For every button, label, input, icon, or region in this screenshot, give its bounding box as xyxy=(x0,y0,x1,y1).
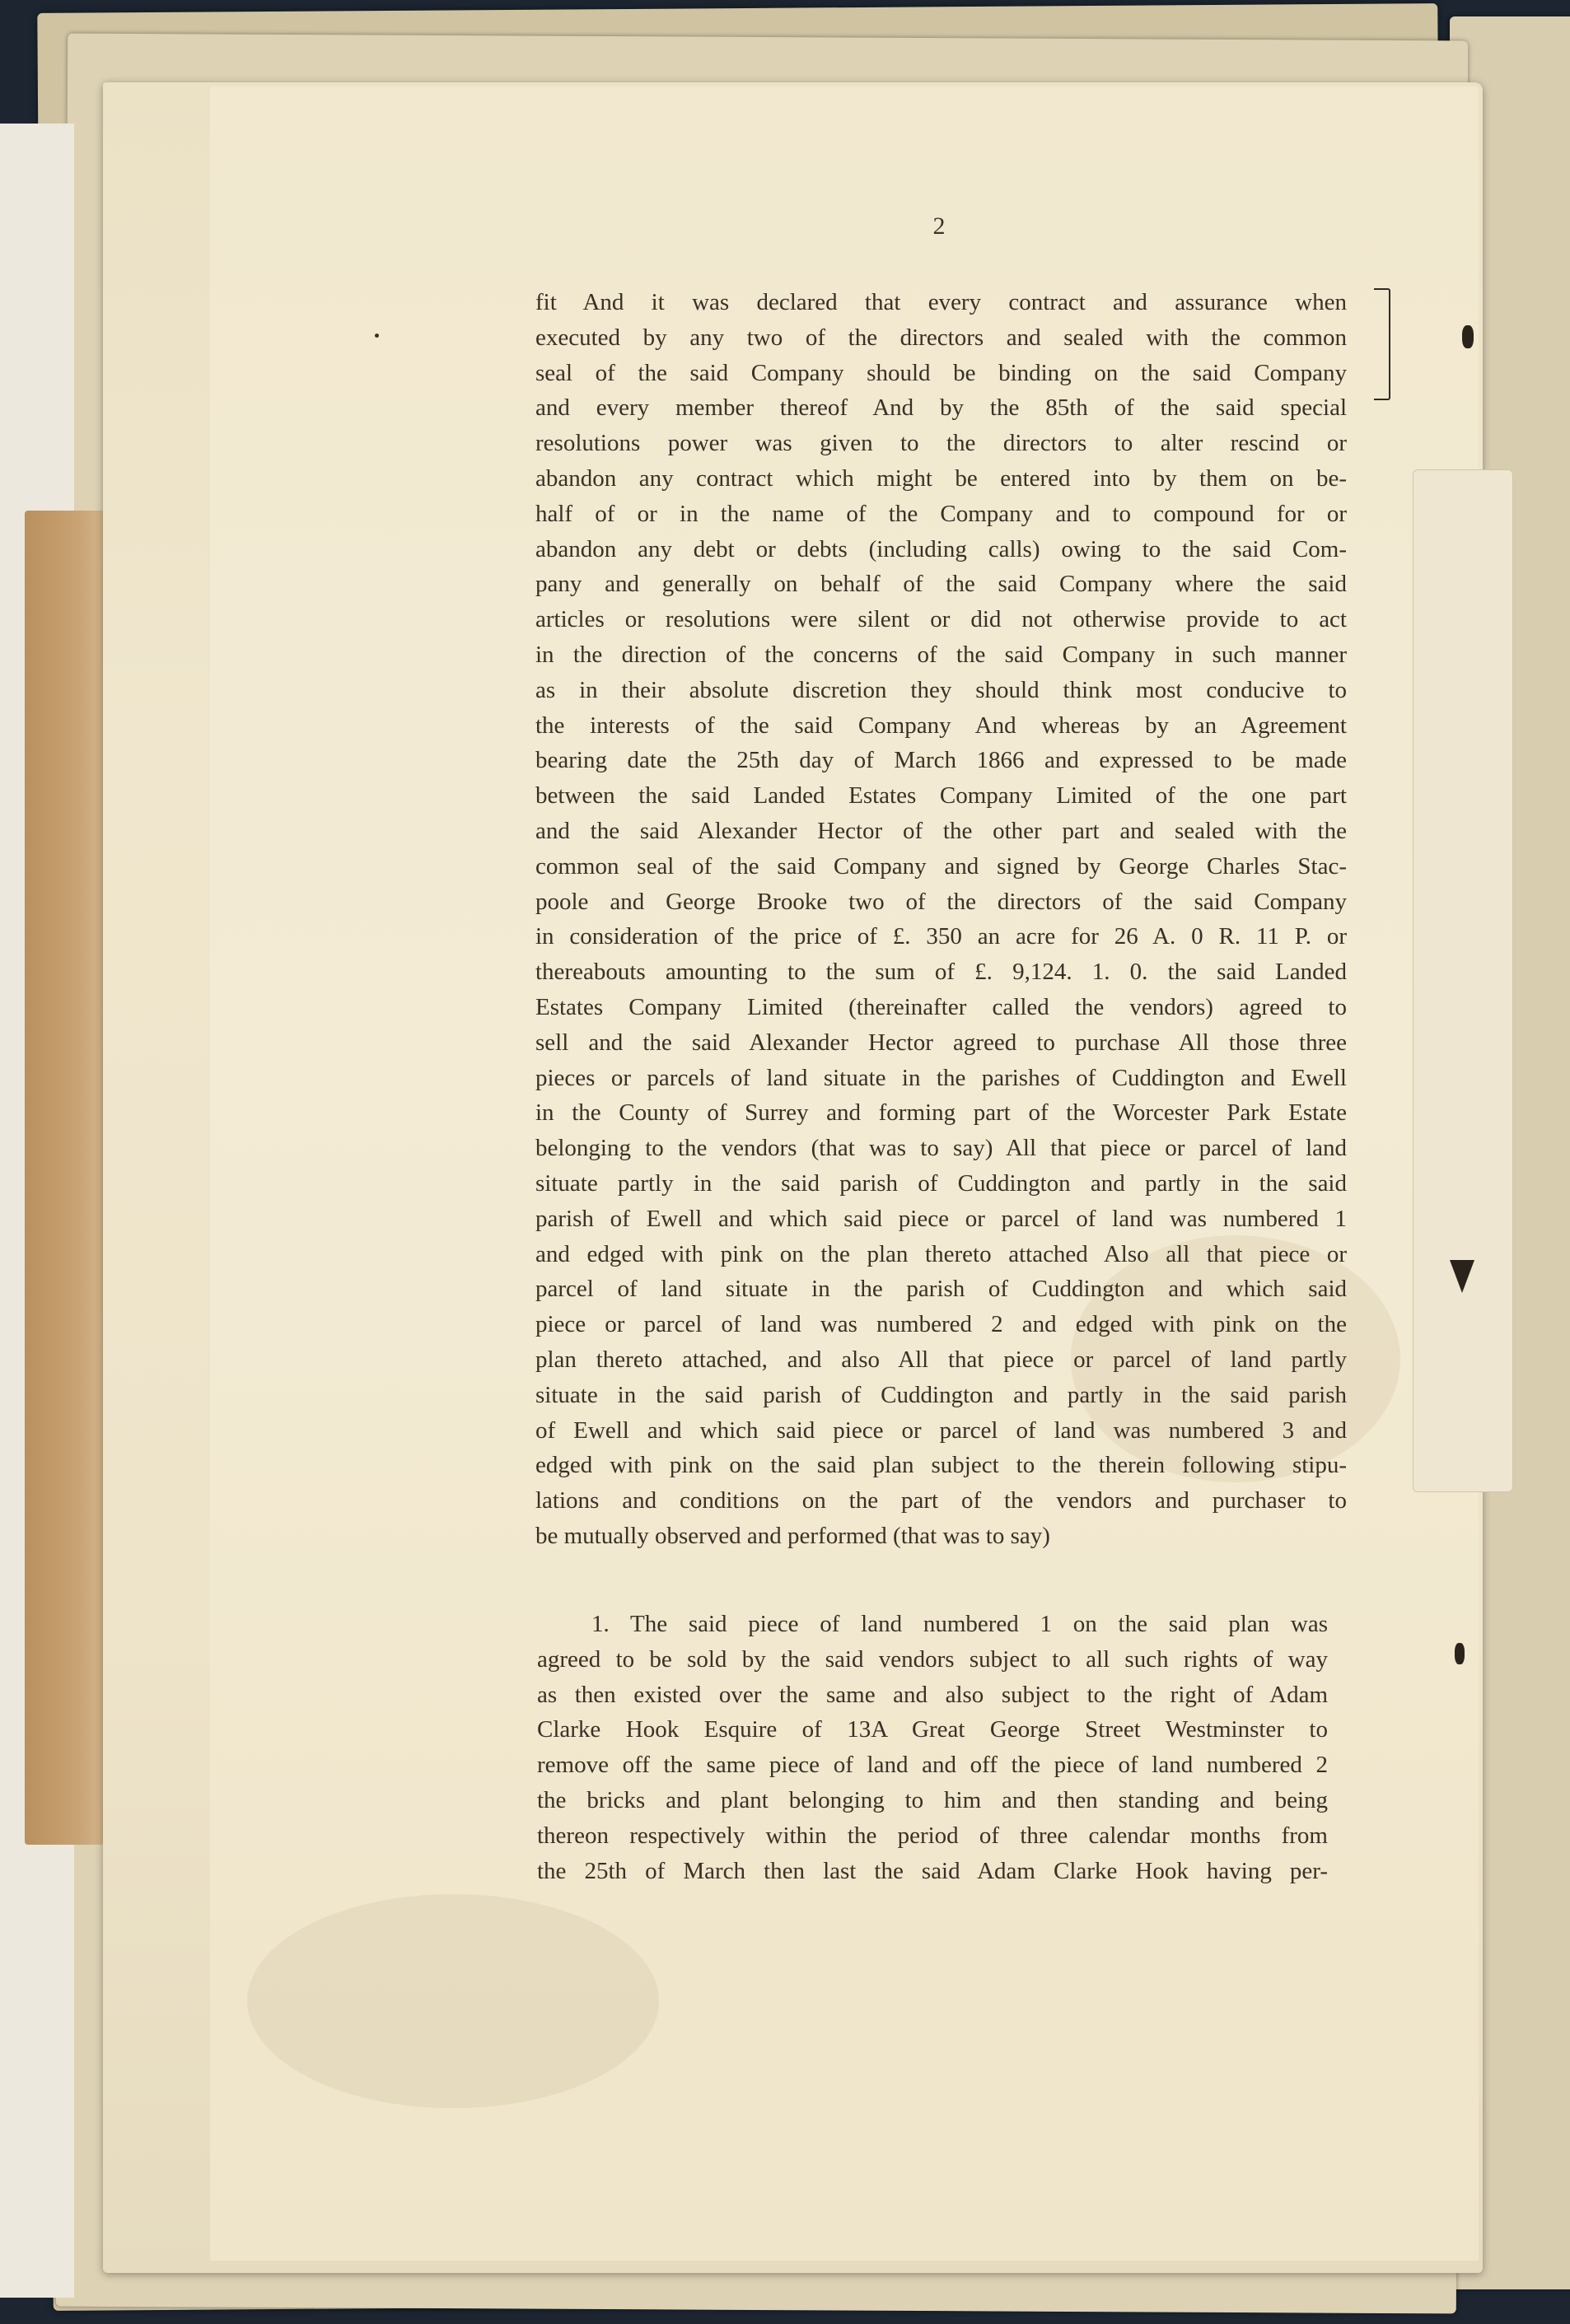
text-line: and every member thereof And by the 85th of the said special xyxy=(535,394,1347,422)
text-line: as in their absolute discretion they should think most conducive to xyxy=(535,676,1347,703)
text-line: parish of Ewell and which said piece or parcel of land was numbered 1 xyxy=(535,1205,1347,1232)
text-line: bearing date the 25th day of March 1866 and expressed to be made xyxy=(535,747,1347,774)
text-line: of Ewell and which said piece or parcel of land was numbered 3 and xyxy=(535,1416,1347,1444)
text-line: belonging to the vendors (that was to say) All that piece or parcel of land xyxy=(535,1135,1347,1162)
text-line: be mutually observed and performed (that was to say) xyxy=(535,1522,1050,1549)
page-number: 2 xyxy=(932,212,946,240)
paragraph-1 xyxy=(535,285,1347,1554)
paper-stain xyxy=(247,1894,659,2108)
text-line: pany and generally on behalf of the said Company where the said xyxy=(535,571,1347,598)
text-line: edged with pink on the said plan subject to the therein following stipu- xyxy=(535,1452,1347,1479)
left-tan-strip xyxy=(25,511,115,1845)
text-line: Clarke Hook Esquire of 13A Great George Street Westminster to xyxy=(537,1716,1328,1743)
ink-dot xyxy=(375,334,379,338)
text-line: and edged with pink on the plan thereto attached Also all that piece or xyxy=(535,1240,1347,1267)
text-line: lations and conditions on the part of the vendors and purchaser to xyxy=(535,1487,1347,1514)
paper-tear xyxy=(1462,325,1474,348)
text-line: pieces or parcels of land situate in the parishes of Cuddington and Ewell xyxy=(535,1064,1347,1091)
text-line: agreed to be sold by the said vendors subject to all such rights of way xyxy=(537,1645,1328,1673)
text-line: thereabouts amounting to the sum of £. 9,124. 1. 0. the said Landed xyxy=(535,959,1347,986)
text-line: the 25th of March then last the said Adam Clarke Hook having per- xyxy=(537,1857,1328,1884)
text-line: between the said Landed Estates Company Limited of the one part xyxy=(535,782,1347,810)
text-line: the interests of the said Company And whereas by an Agreement xyxy=(535,712,1347,739)
text-line: parcel of land situate in the parish of Cuddington and which said xyxy=(535,1276,1347,1303)
text-line: fit And it was declared that every contract and assurance when xyxy=(535,289,1347,315)
text-line: sell and the said Alexander Hector agreed to purchase All those three xyxy=(535,1029,1347,1056)
text-line: poole and George Brooke two of the directors of the said Company xyxy=(535,888,1347,915)
text-line: Estates Company Limited (thereinafter called the vendors) agreed to xyxy=(535,993,1347,1020)
margin-bracket xyxy=(1374,288,1390,400)
paragraph-2 xyxy=(537,1607,1328,1888)
text-line: thereon respectively within the period of three calendar months from xyxy=(537,1822,1328,1849)
text-line: as then existed over the same and also subject to the right of Adam xyxy=(537,1681,1328,1708)
text-line: resolutions power was given to the directors to alter rescind or xyxy=(535,430,1347,457)
text-line: plan thereto attached, and also All that piece or parcel of land partly xyxy=(535,1346,1347,1373)
text-line: situate in the said parish of Cuddington and partly in the said parish xyxy=(535,1381,1347,1408)
text-line: piece or parcel of land was numbered 2 and edged with pink on the xyxy=(535,1311,1347,1338)
text-line: articles or resolutions were silent or did not otherwise provide to act xyxy=(535,606,1347,633)
paper-tear xyxy=(1455,1643,1465,1664)
text-line: abandon any contract which might be entered into by them on be- xyxy=(535,464,1347,492)
text-line: executed by any two of the directors and sealed with the common xyxy=(535,324,1347,351)
text-line: situate partly in the said parish of Cuddington and partly in the said xyxy=(535,1169,1347,1197)
text-line: abandon any debt or debts (including calls) owing to the said Com- xyxy=(535,535,1347,562)
text-line: in consideration of the price of £. 350 an acre for 26 A. 0 R. 11 P. or xyxy=(535,923,1347,950)
text-line: and the said Alexander Hector of the other part and sealed with the xyxy=(535,817,1347,844)
text-line: in the direction of the concerns of the said Company in such manner xyxy=(535,641,1347,668)
text-line: in the County of Surrey and forming part of the Worcester Park Estate xyxy=(535,1099,1347,1127)
text-line: common seal of the said Company and signed by George Charles Stac- xyxy=(535,852,1347,880)
text-line: 1. The said piece of land numbered 1 on the said plan was xyxy=(591,1611,1328,1637)
text-line: seal of the said Company should be binding on the said Company xyxy=(535,359,1347,386)
text-line: half of or in the name of the Company and to compound for or xyxy=(535,500,1347,527)
text-line: remove off the same piece of land and off the piece of land numbered 2 xyxy=(537,1752,1328,1779)
text-line: the bricks and plant belonging to him and then standing and being xyxy=(537,1786,1328,1813)
right-paper-slip xyxy=(1413,469,1513,1492)
